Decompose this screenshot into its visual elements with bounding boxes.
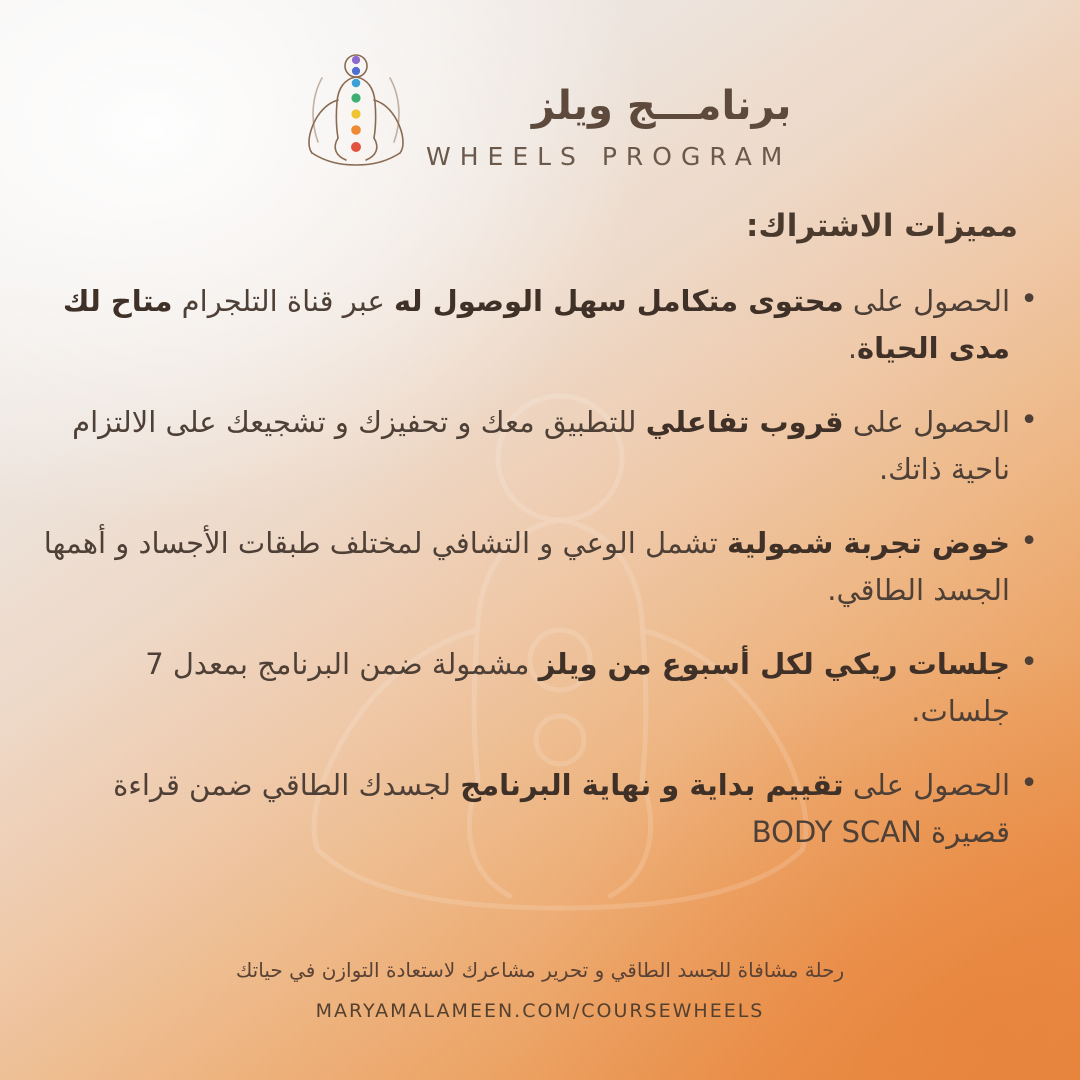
benefit-text: لجسدك الطاقي ضمن قراءة قصيرة: [113, 767, 1010, 849]
benefit-item: [40, 641, 1040, 735]
benefits-section: [40, 208, 1040, 883]
benefit-highlight: جلسات ريكي لكل أسبوع من ويلز: [538, 646, 1010, 681]
section-title: مميزات الاشتراك:: [745, 208, 1018, 244]
benefit-text: للتطبيق معك و تحفيزك و تشجيعك على الالتزام ناحية ذاتك.: [72, 404, 1010, 486]
benefits-list: [40, 278, 1040, 856]
footer-website-link[interactable]: MARYAMALAMEEN.COM/COURSEWHEELS: [315, 1000, 765, 1022]
benefit-text: الحصول على: [843, 284, 1010, 318]
footer-tagline: رحلة مشافاة للجسد الطاقي و تحرير مشاعرك لاستعادة التوازن في حياتك: [235, 958, 845, 982]
seated-figure-chakras-icon: [300, 48, 412, 178]
benefit-item: [40, 762, 1040, 856]
benefit-highlight: محتوى متكامل سهل الوصول له: [394, 284, 844, 318]
brand-text-block: [426, 48, 791, 171]
benefit-text: BODY SCAN: [751, 814, 922, 849]
benefit-item: [40, 399, 1040, 493]
brand-name-arabic: برنامـــج ويلز: [531, 83, 792, 129]
benefit-highlight: تقييم بداية و نهاية البرنامج: [460, 767, 844, 802]
benefit-item: [40, 278, 1040, 372]
benefit-highlight: قروب تفاعلي: [645, 404, 844, 439]
benefit-highlight: متاح لك مدى الحياة: [62, 284, 1010, 365]
benefit-text: الحصول على: [843, 767, 1010, 802]
footer: [0, 958, 1080, 1022]
benefit-text: .: [847, 330, 858, 365]
brand-name-english: WHEELS PROGRAM: [426, 142, 792, 171]
benefit-highlight: خوض تجربة شمولية: [726, 525, 1010, 560]
benefit-text: الحصول على: [843, 404, 1010, 439]
benefit-item: [40, 520, 1040, 614]
benefit-text: مشمولة ضمن البرنامج بمعدل 7 جلسات.: [145, 646, 1010, 728]
benefit-text: عبر قناة التلجرام: [172, 284, 395, 318]
brand-header: [300, 48, 1040, 178]
benefit-text: تشمل الوعي و التشافي لمختلف طبقات الأجساد و أهمها الجسد الطاقي.: [43, 525, 1010, 607]
